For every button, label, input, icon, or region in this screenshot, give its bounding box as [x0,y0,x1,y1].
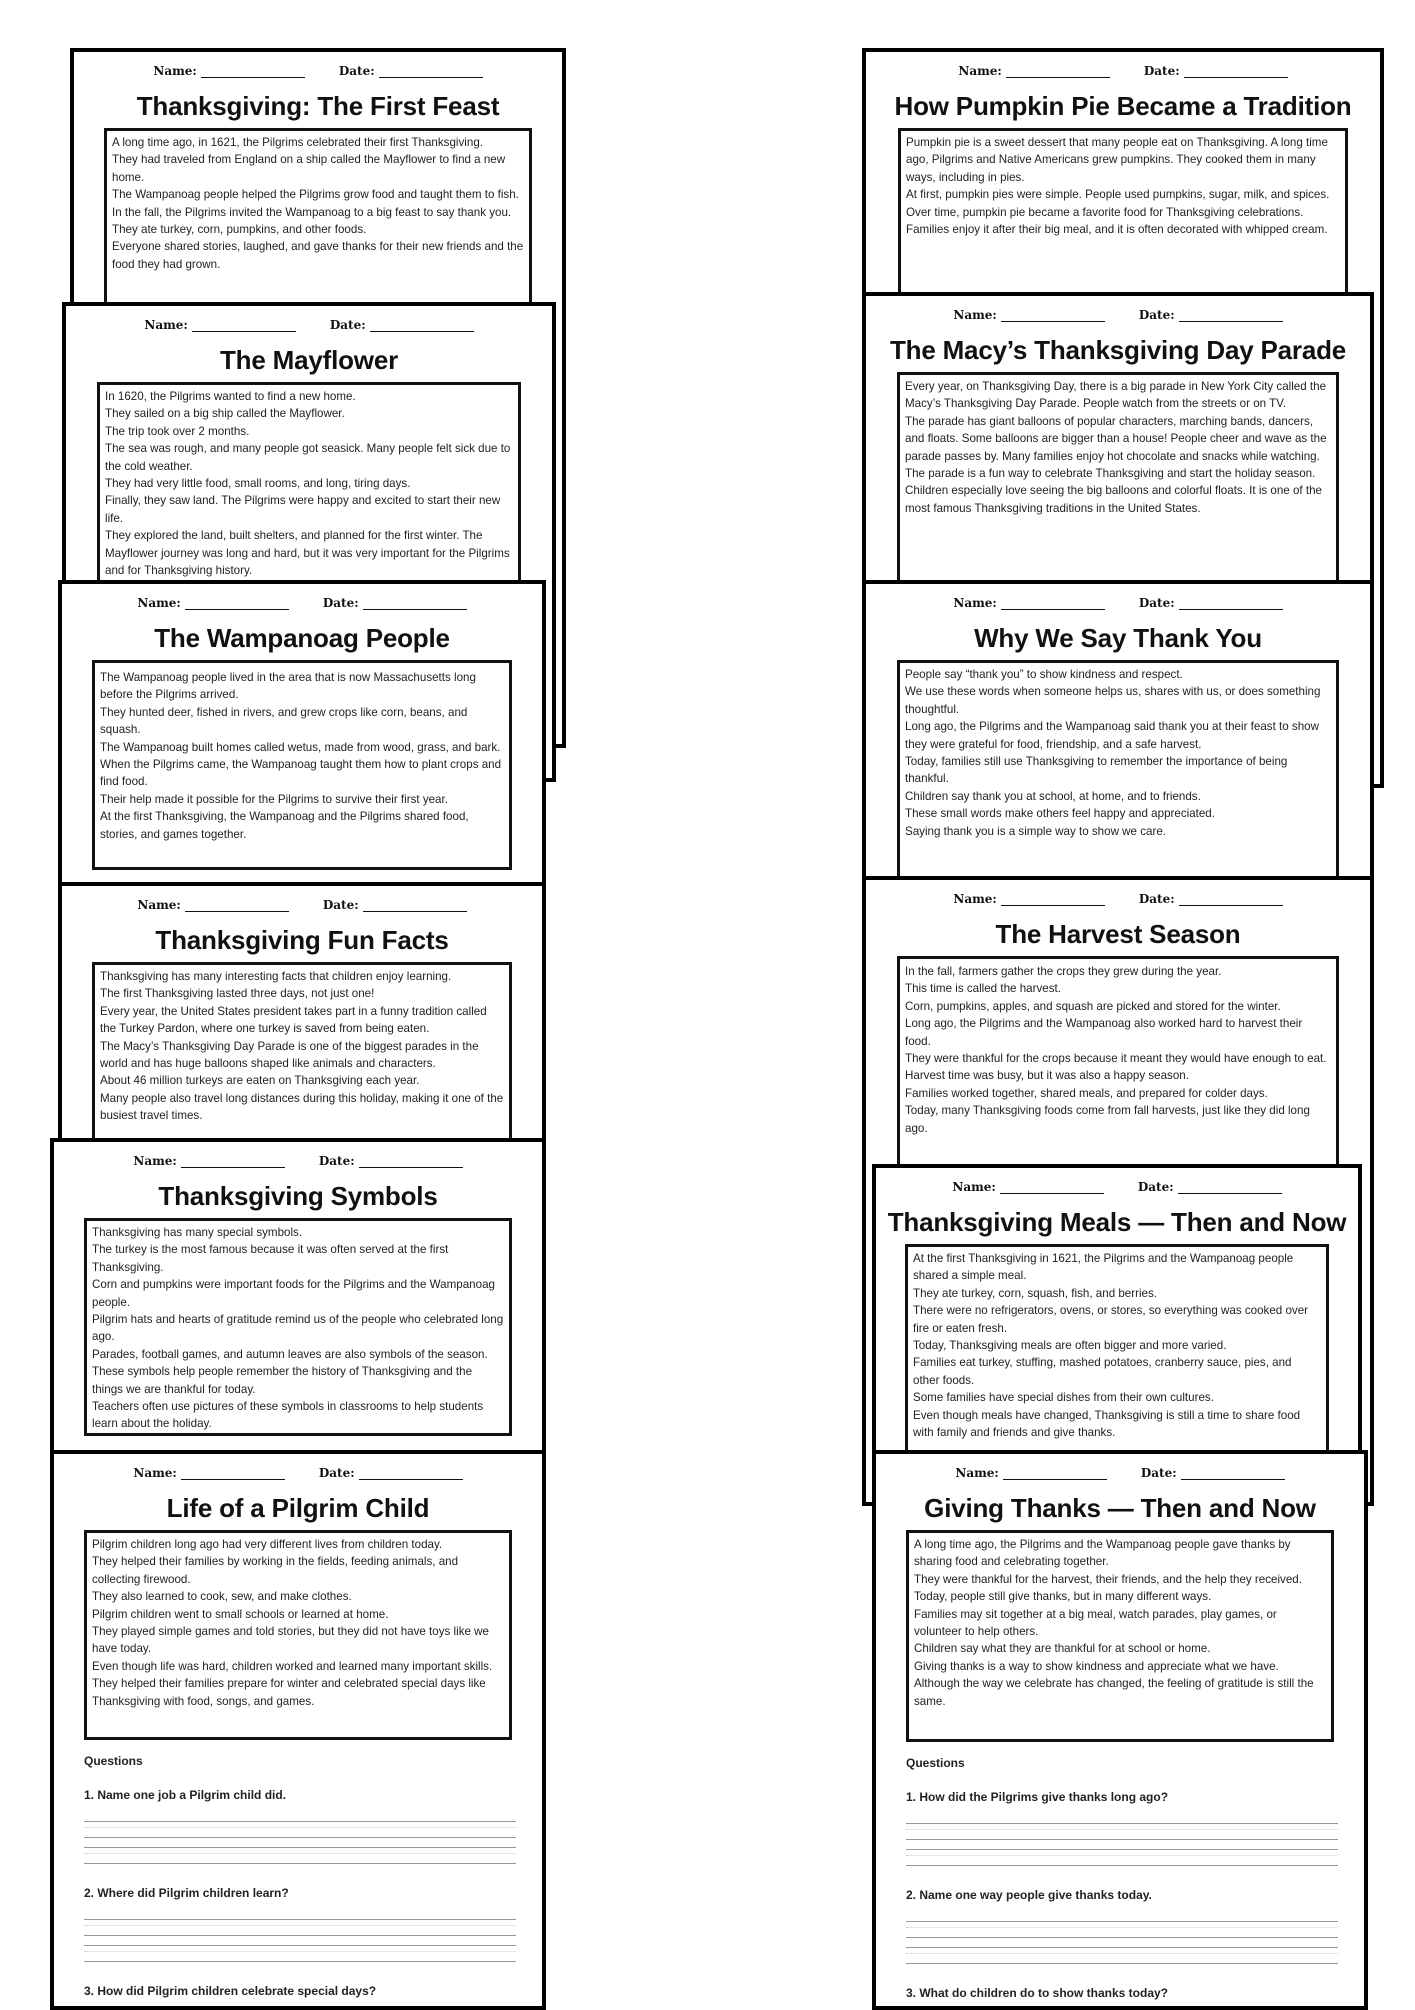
passage-sentence: Over time, pumpkin pie became a favorite food for Thanksgiving celebrations. Families enjoy it after their big meal, and it is often decorated with whipped cream. [906,205,1328,237]
date-field[interactable]: Date: [1138,1180,1282,1194]
worksheet-title: The Macy’s Thanksgiving Day Parade [889,335,1347,365]
question: 3. What do children do to show thanks today? [906,1986,1169,2000]
question: 3. How did Pilgrim children celebrate special days? [84,1984,377,1998]
passage-sentence: They played simple games and told stories, but they did not have toys like we have today. [92,1625,489,1656]
passage-sentence: Everyone shared stories, laughed, and gave thanks for their new friends and the food they had grown. [112,240,524,271]
passage-sentence: They were thankful for the harvest, their friends, and the help they received. [914,1572,1302,1586]
reading-passage [906,1530,1334,1742]
name-date-row [62,896,542,912]
questions-section [876,1756,1364,2010]
passage-sentence: Giving thanks is a way to show kindness and appreciate what we have. [914,1659,1279,1673]
name-date-row [876,1464,1364,1480]
passage-sentence: The Wampanoag people lived in the area that is now Massachusetts long before the Pilgrims arrived. [100,671,476,702]
passage-sentence: Today, Thanksgiving meals are often bigger and more varied. [913,1339,1227,1353]
name-field[interactable]: Name: [137,898,289,912]
passage-sentence: The parade has giant balloons of popular characters, marching bands, dancers, and floats. Some balloons are bigger than a house! People cheer and wave as the parade passes by. Many families enjoy hot chocolate and snacks while watching. [905,414,1327,463]
passage-sentence: We use these words when someone helps us, shares with us, or does something thoughtful. [905,685,1321,716]
worksheet-symbols [50,1138,546,1458]
question: 2. Name one way people give thanks today. [906,1888,1152,1902]
passage-sentence: Some families have special dishes from their own cultures. [913,1391,1214,1405]
worksheet-title: Thanksgiving Symbols [158,1181,438,1211]
date-field[interactable]: Date: [319,1466,463,1480]
name-field[interactable]: Name: [137,596,289,610]
passage-sentence: Although the way we celebrate has changed, the feeling of gratitude is still the same. [914,1677,1314,1708]
passage-sentence: The trip took over 2 months. [105,424,250,438]
worksheet-wampanoag-people [58,580,546,890]
passage-sentence: In 1620, the Pilgrims wanted to find a new home. [105,390,356,403]
passage-sentence: In the fall, farmers gather the crops they grew during the year. [905,965,1222,978]
passage-sentence: They sailed on a big ship called the Mayflower. [105,407,345,421]
worksheet-fun-facts [58,882,546,1142]
passage-sentence: Today, people still give thanks, but in many different ways. [914,1590,1212,1604]
passage-sentence: The parade is a fun way to celebrate Thanksgiving and start the holiday season. [905,467,1316,481]
date-field[interactable]: Date: [323,898,467,912]
passage-sentence: Today, families still use Thanksgiving to remember the importance of being thankful. [905,755,1288,786]
passage-sentence: These small words make others feel happy and appreciated. [905,807,1215,821]
passage-sentence: This time is called the harvest. [905,982,1061,996]
name-date-row [54,1152,542,1168]
passage-sentence: About 46 million turkeys are eaten on Thanksgiving each year. [100,1074,420,1088]
passage-sentence: Harvest time was busy, but it was also a happy season. [905,1069,1189,1083]
name-date-row [62,594,542,610]
answer-lines[interactable] [906,1912,1338,1964]
passage-sentence: They were thankful for the crops because it meant they would have enough to eat. [905,1052,1327,1066]
date-field[interactable]: Date: [1139,892,1283,906]
passage-sentence: The Wampanoag built homes called wetus, made from wood, grass, and bark. [100,740,501,754]
worksheet-title: The Harvest Season [995,919,1241,949]
question: 1. Name one job a Pilgrim child did. [84,1788,287,1802]
answer-lines[interactable] [84,1910,516,1962]
passage-sentence: Families eat turkey, stuffing, mashed potatoes, cranberry sauce, pies, and other foods. [913,1356,1292,1387]
passage-sentence: Today, many Thanksgiving foods come from fall harvests, just like they did long ago. [905,1104,1310,1135]
passage-sentence: Pumpkin pie is a sweet dessert that many people eat on Thanksgiving. A long time ago, Pilgrims and Native Americans grew pumpkins. They cooked them in many ways, including in pies. [906,136,1328,184]
worksheet-title: Life of a Pilgrim Child [166,1493,430,1523]
worksheet-title: Thanksgiving Fun Facts [155,925,449,955]
date-field[interactable]: Date: [339,64,483,78]
date-field[interactable]: Date: [323,596,467,610]
date-field[interactable]: Date: [1139,308,1283,322]
passage-sentence: A long time ago, the Pilgrims and the Wampanoag people gave thanks by sharing food and celebrating together. [914,1538,1291,1569]
passage-sentence: Their help made it possible for the Pilgrims to survive their first year. [100,792,448,806]
name-field[interactable]: Name: [953,892,1105,906]
passage-sentence: They explored the land, built shelters, and planned for the first winter. The Mayflower journey was long and hard, but it was very important for the Pilgrims and for Thanksgiving history. [105,529,510,578]
question: 2. Where did Pilgrim children learn? [84,1886,289,1900]
passage-sentence: Corn, pumpkins, apples, and squash are picked and stored for the winter. [905,999,1281,1013]
date-field[interactable]: Date: [330,318,474,332]
passage-sentence: Many people also travel long distances during this holiday, making it one of the busiest travel times. [100,1091,504,1123]
name-field[interactable]: Name: [952,1180,1104,1194]
passage-sentence: The sea was rough, and many people got seasick. Many people felt sick due to the cold weather. [105,442,511,473]
answer-lines[interactable] [84,1812,516,1864]
passage-sentence: Even though meals have changed, Thanksgiving is still a time to share food with family and friends and give thanks. [913,1408,1301,1440]
questions-heading: Questions [84,1754,143,1768]
date-field[interactable]: Date: [1141,1466,1285,1480]
name-field[interactable]: Name: [953,308,1105,322]
reading-passage [905,1244,1329,1464]
passage-sentence: Pilgrim hats and hearts of gratitude remind us of the people who celebrated long ago. [92,1313,504,1344]
name-date-row [866,594,1370,610]
name-field[interactable]: Name: [958,64,1110,78]
name-field[interactable]: Name: [955,1466,1107,1480]
passage-sentence: Parades, football games, and autumn leaves are also symbols of the season. [92,1347,488,1361]
name-date-row [866,890,1370,906]
name-date-row [74,62,562,78]
name-date-row [876,1178,1358,1194]
worksheet-title: The Wampanoag People [154,623,450,653]
passage-sentence: Thanksgiving has many interesting facts that children enjoy learning. [100,970,452,983]
worksheet-title: Thanksgiving Meals — Then and Now [887,1207,1347,1237]
question: 1. How did the Pilgrims give thanks long ago? [906,1790,1169,1804]
questions-heading: Questions [906,1756,965,1770]
passage-sentence: Pilgrim children went to small schools or learned at home. [92,1607,389,1621]
name-field[interactable]: Name: [153,64,305,78]
name-date-row [866,62,1380,78]
name-date-row [866,306,1370,322]
passage-sentence: Corn and pumpkins were important foods for the Pilgrims and the Wampanoag people. [92,1278,495,1309]
passage-sentence: Finally, they saw land. The Pilgrims were happy and excited to start their new life. [105,494,501,525]
reading-passage [92,660,512,870]
worksheet-giving-thanks [872,1450,1368,2010]
date-field[interactable]: Date: [319,1154,463,1168]
name-date-row [66,316,552,332]
passage-sentence: Saying thank you is a simple way to show we care. [905,824,1166,838]
worksheet-title: Thanksgiving: The First Feast [136,91,500,121]
passage-sentence: The first Thanksgiving lasted three days, not just one! [100,987,375,1001]
passage-sentence: They also learned to cook, sew, and make clothes. [92,1590,352,1604]
passage-sentence: Thanksgiving has many special symbols. [92,1226,303,1239]
name-field[interactable]: Name: [133,1154,285,1168]
passage-sentence: The Macy’s Thanksgiving Day Parade is one of the biggest parades in the world and has huge balloons shaped like animals and characters. [100,1039,479,1071]
reading-passage [84,1218,512,1436]
passage-sentence: They ate turkey, corn, squash, fish, and berries. [913,1286,1158,1300]
passage-sentence: Teachers often use pictures of these symbols in classrooms to help students learn about the holiday. [92,1400,484,1431]
passage-sentence: People say “thank you” to show kindness and respect. [905,668,1183,681]
passage-sentence: Children say thank you at school, at home, and to friends. [905,789,1201,803]
passage-sentence: The Wampanoag people helped the Pilgrims grow food and taught them to fish. [112,188,519,202]
passage-sentence: These symbols help people remember the history of Thanksgiving and the things we are thankful for today. [92,1365,473,1396]
worksheet-title: The Mayflower [220,345,398,375]
passage-sentence: They helped their families by working in the fields, feeding animals, and collecting firewood. [92,1555,459,1586]
reading-passage [84,1530,512,1740]
passage-sentence: They had very little food, small rooms, and long, tiring days. [105,477,411,491]
passage-sentence: Every year, on Thanksgiving Day, there is a big parade in New York City called the Macy’s Thanksgiving Day Parade. People watch from the streets or on TV. [905,380,1327,411]
passage-sentence: Long ago, the Pilgrims and the Wampanoag said thank you at their feast to show they were grateful for food, friendship, and a safe harvest. [905,720,1319,751]
name-field[interactable]: Name: [144,318,296,332]
passage-sentence: They ate turkey, corn, pumpkins, and other foods. [112,223,367,237]
questions-section [54,1754,542,2010]
passage-sentence: At first, pumpkin pies were simple. People used pumpkins, sugar, milk, and spices. [906,188,1330,202]
reading-passage [92,962,512,1142]
passage-sentence: Long ago, the Pilgrims and the Wampanoag also worked hard to harvest their food. [905,1017,1303,1048]
passage-sentence: They helped their families prepare for winter and celebrated special days like Thanksgiving with food, songs, and games. [92,1677,486,1708]
date-field[interactable]: Date: [1144,64,1288,78]
passage-sentence: Families worked together, shared meals, and prepared for colder days. [905,1086,1268,1100]
passage-sentence: They hunted deer, fished in rivers, and grew crops like corn, beans, and squash. [100,705,468,737]
passage-sentence: Children especially love seeing the big balloons and colorful floats. It is one of the most famous Thanksgiving traditions in the United States. [905,484,1322,515]
passage-sentence: In the fall, the Pilgrims invited the Wampanoag to a big feast to say thank you. [112,205,512,219]
passage-sentence: At the first Thanksgiving, the Wampanoag and the Pilgrims shared food, stories, and games together. [100,810,469,841]
passage-sentence: Pilgrim children long ago had very different lives from children today. [92,1538,443,1551]
passage-sentence: A long time ago, in 1621, the Pilgrims celebrated their first Thanksgiving. [112,136,483,149]
passage-sentence: They had traveled from England on a ship called the Mayflower to find a new home. [112,153,506,184]
date-field[interactable]: Date: [1139,596,1283,610]
passage-sentence: Every year, the United States president takes part in a funny tradition called the Turkey Pardon, where one turkey is saved from being eaten. [100,1004,487,1036]
worksheet-title: Giving Thanks — Then and Now [924,1493,1316,1523]
passage-sentence: The turkey is the most famous because it was often served at the first Thanksgiving. [92,1243,449,1274]
worksheet-why-we-say-thank-you [862,580,1374,890]
passage-sentence: There were no refrigerators, ovens, or stores, so everything was cooked over fire or eaten fresh. [913,1304,1309,1335]
passage-sentence: When the Pilgrims came, the Wampanoag taught them how to plant crops and find food. [100,758,502,789]
reading-passage [897,660,1339,880]
passage-sentence: Families may sit together at a big meal, watch parades, play games, or volunteer to help others. [914,1607,1277,1639]
answer-lines[interactable] [906,1814,1338,1866]
worksheet-pilgrim-child [50,1450,546,2010]
name-date-row [54,1464,542,1480]
worksheet-title: Why We Say Thank You [974,623,1262,653]
passage-sentence: Even though life was hard, children worked and learned many important skills. [92,1659,493,1673]
worksheet-title: How Pumpkin Pie Became a Tradition [894,91,1352,121]
passage-sentence: Children say what they are thankful for at school or home. [914,1642,1211,1656]
worksheet-meals-then-and-now [872,1164,1362,1464]
name-field[interactable]: Name: [953,596,1105,610]
passage-sentence: At the first Thanksgiving in 1621, the Pilgrims and the Wampanoag people shared a simple meal. [913,1252,1294,1283]
name-field[interactable]: Name: [133,1466,285,1480]
